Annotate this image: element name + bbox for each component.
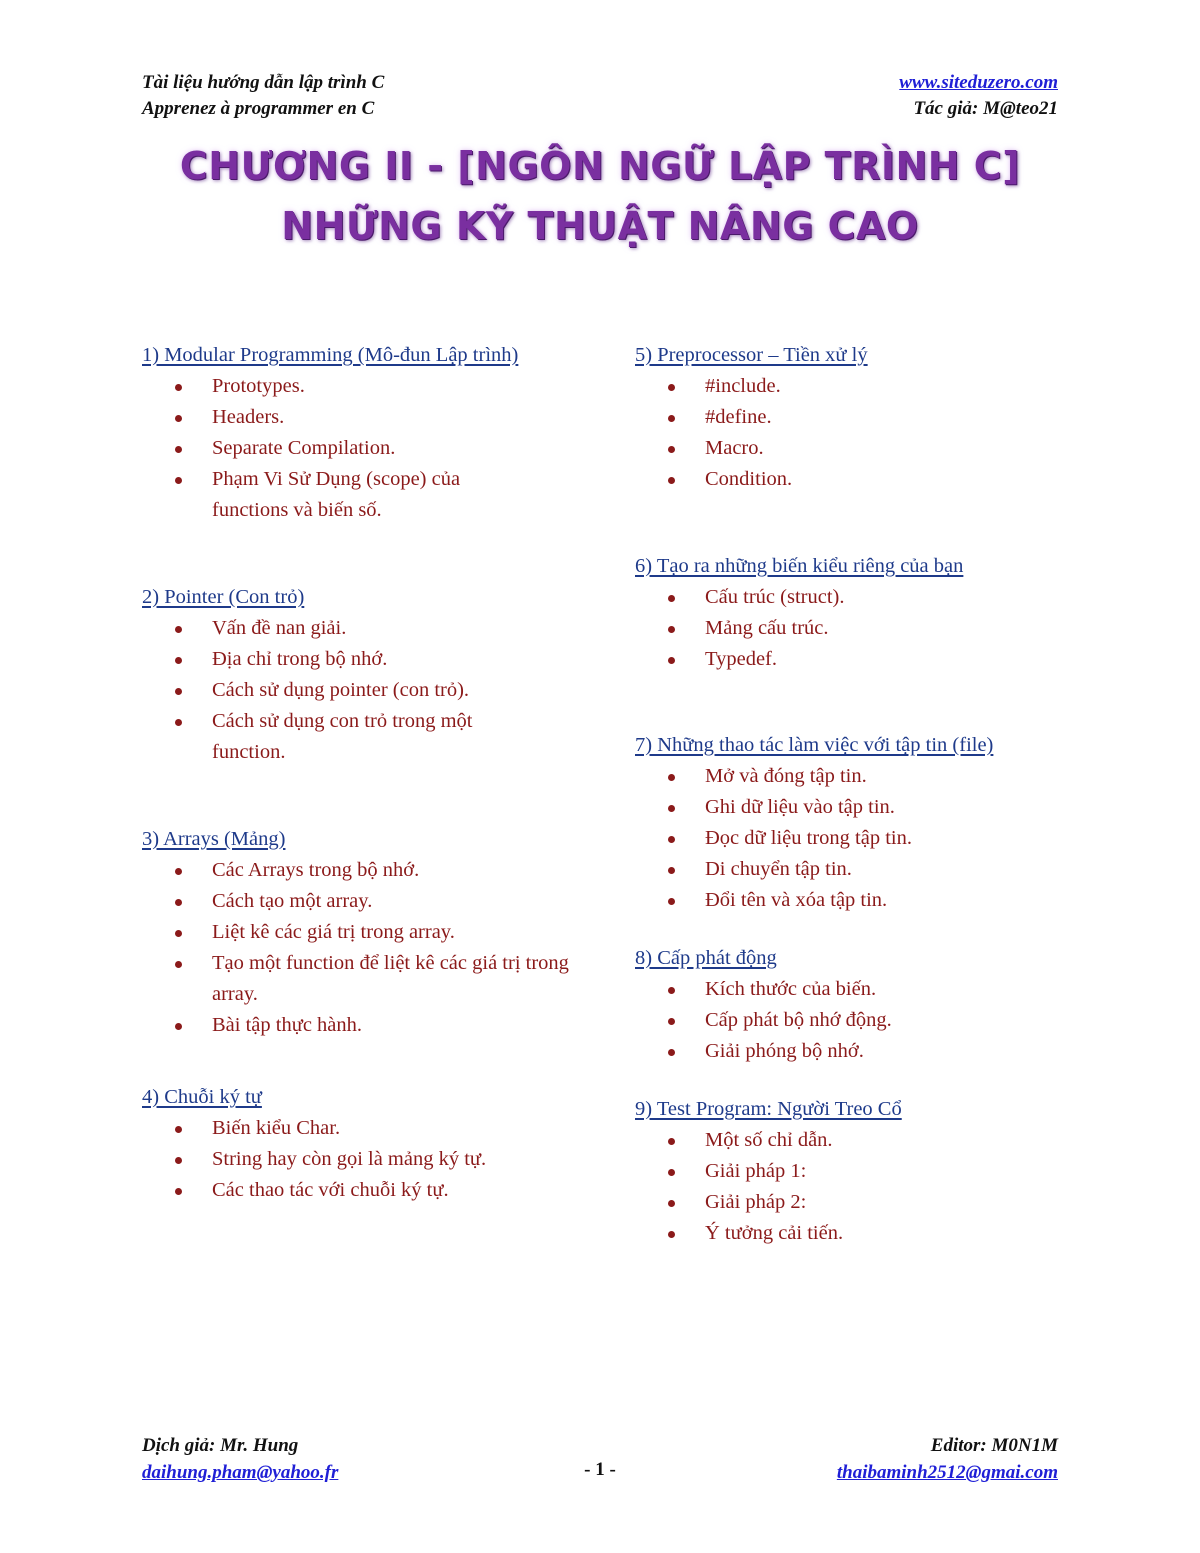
list-item: Ý tưởng cải tiến. [635,1218,1095,1249]
list-item: Phạm Vi Sử Dụng (scope) của functions và biến số. [142,464,512,526]
section-heading[interactable]: 6) Tạo ra những biến kiểu riêng của bạn [635,555,964,577]
toc-section-4 [142,1082,602,1206]
list-item: Đổi tên và xóa tập tin. [635,885,1095,916]
toc-section-2 [142,582,602,768]
list-item: Prototypes. [142,371,602,402]
section-heading[interactable]: 8) Cấp phát động [635,947,777,969]
toc-section-8 [635,943,1095,1067]
list-item: Kích thước của biến. [635,974,1095,1005]
translator-label: Dịch giả: Mr. Hung [142,1435,299,1456]
toc-section-6 [635,551,1095,675]
page-footer-right [837,1432,1058,1486]
list-item: Headers. [142,402,602,433]
section-heading[interactable]: 4) Chuỗi ký tự [142,1086,262,1108]
list-item: Mảng cấu trúc. [635,613,1095,644]
list-item: Cấu trúc (struct). [635,582,1095,613]
section-heading[interactable]: 9) Test Program: Người Treo Cổ [635,1098,902,1120]
list-item: Typedef. [635,644,1095,675]
list-item: String hay còn gọi là mảng ký tự. [142,1144,602,1175]
list-item: #include. [635,371,1095,402]
list-item: #define. [635,402,1095,433]
page-header-left [142,70,384,122]
list-item: Ghi dữ liệu vào tập tin. [635,792,1095,823]
author-label: Tác giả: M@teo21 [913,98,1058,119]
toc-section-1 [142,340,602,526]
list-item: Cấp phát bộ nhớ động. [635,1005,1095,1036]
list-item: Cách sử dụng con trỏ trong một function. [142,706,532,768]
list-item: Cách tạo một array. [142,886,602,917]
chapter-subtitle: NHỮNG KỸ THUẬT NÂNG CAO [281,204,919,248]
chapter-title: CHƯƠNG II - [NGÔN NGỮ LẬP TRÌNH C] [179,144,1021,188]
list-item: Một số chỉ dẫn. [635,1125,1095,1156]
list-item: Các Arrays trong bộ nhớ. [142,855,602,886]
list-item: Vấn đề nan giải. [142,613,602,644]
section-heading[interactable]: 3) Arrays (Mảng) [142,828,286,850]
toc-section-7 [635,730,1095,916]
list-item: Biến kiểu Char. [142,1113,602,1144]
list-item: Separate Compilation. [142,433,602,464]
section-heading[interactable]: 5) Preprocessor – Tiền xử lý [635,344,868,366]
toc-section-9 [635,1094,1095,1249]
list-item: Bài tập thực hành. [142,1010,602,1041]
page-number: - 1 - [584,1459,616,1480]
site-link[interactable]: www.siteduzero.com [899,72,1058,93]
doc-title-fr: Apprenez à programmer en C [142,98,375,119]
list-item: Di chuyển tập tin. [635,854,1095,885]
section-heading[interactable]: 7) Những thao tác làm việc với tập tin (file) [635,734,994,756]
list-item: Địa chỉ trong bộ nhớ. [142,644,602,675]
section-heading[interactable]: 1) Modular Programming (Mô-đun Lập trình) [142,344,519,366]
list-item: Cách sử dụng pointer (con trỏ). [142,675,602,706]
list-item: Macro. [635,433,1095,464]
translator-email-link[interactable]: daihung.pham@yahoo.fr [142,1462,339,1483]
editor-label: Editor: M0N1M [930,1435,1058,1456]
list-item: Các thao tác với chuỗi ký tự. [142,1175,602,1206]
list-item: Liệt kê các giá trị trong array. [142,917,602,948]
list-item: Tạo một function để liệt kê các giá trị trong array. [142,948,592,1010]
section-heading[interactable]: 2) Pointer (Con trỏ) [142,586,305,608]
list-item: Condition. [635,464,1095,495]
list-item: Giải pháp 2: [635,1187,1095,1218]
list-item: Giải pháp 1: [635,1156,1095,1187]
toc-section-5 [635,340,1095,495]
editor-email-link[interactable]: thaibaminh2512@gmai.com [836,1462,1058,1483]
toc-section-3 [142,824,602,1041]
list-item: Đọc dữ liệu trong tập tin. [635,823,1095,854]
list-item: Mở và đóng tập tin. [635,761,1095,792]
doc-title-vi: Tài liệu hướng dẫn lập trình C [142,72,385,93]
page-header-right [899,70,1058,122]
list-item: Giải phóng bộ nhớ. [635,1036,1095,1067]
